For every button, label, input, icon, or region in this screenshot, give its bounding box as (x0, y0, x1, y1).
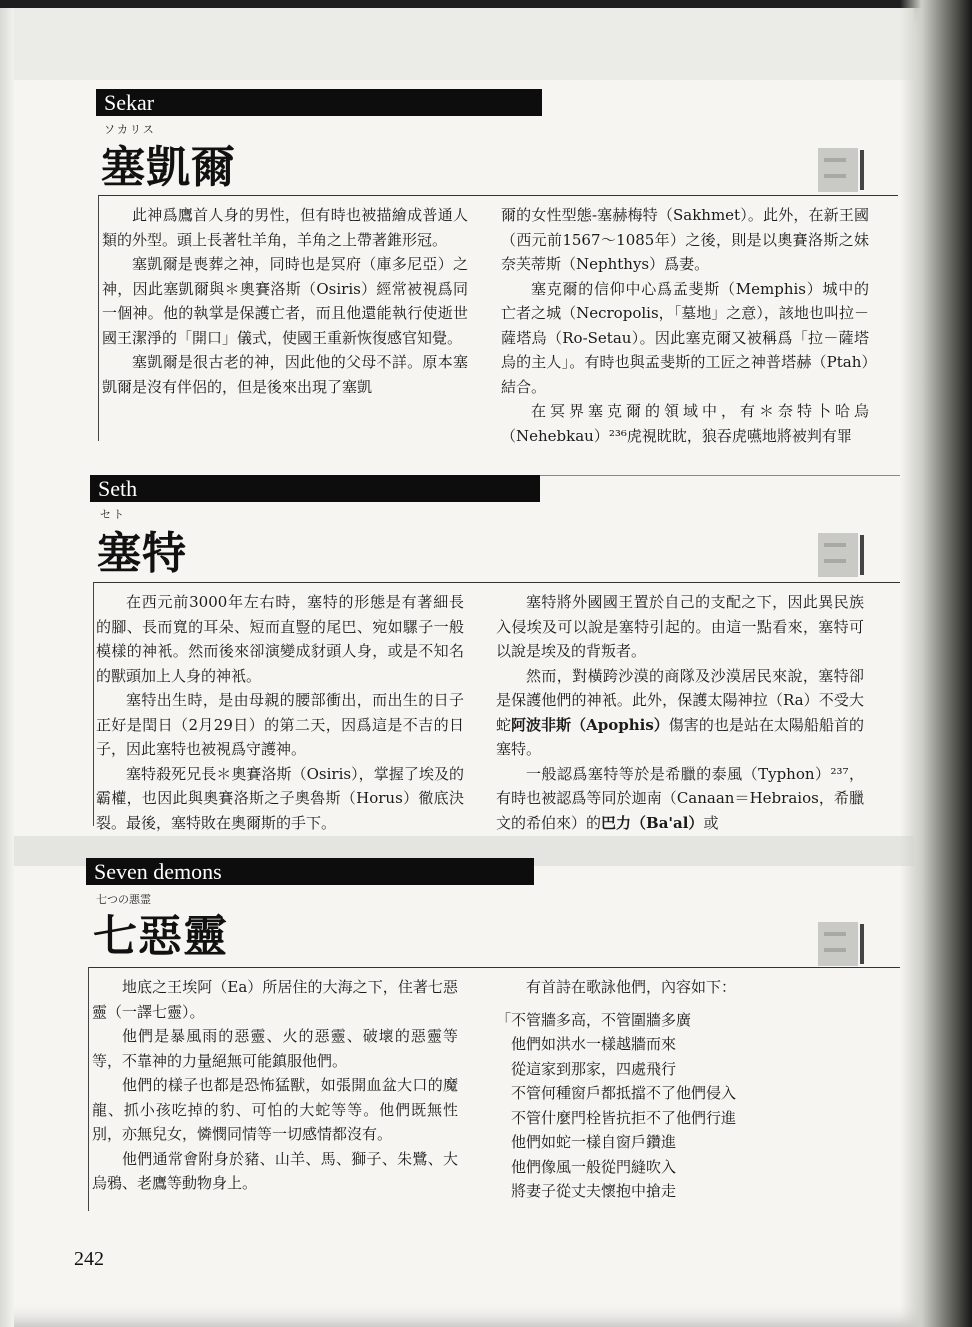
poem-line: 從這家到那家，四處飛行 (511, 1059, 677, 1078)
text-run: 一般認爲塞特等於是希臘的泰風（Typhon）²³⁷，有時也被認爲等同於迦南（Canaan＝Hebraios，希臘文的希伯來）的 (496, 764, 864, 832)
poem-line: 他們像風一般從門縫吹入 (511, 1157, 677, 1176)
paragraph: 在冥界塞克爾的領域中，有＊奈特卜哈烏（Nehebkau）²³⁶虎視眈眈，狼吞虎嚥地將被判有罪 (501, 402, 869, 445)
entry-right-column (501, 203, 869, 448)
page-binding-edge (900, 0, 972, 1327)
paragraph: 塞克爾的信仰中心爲孟斐斯（Memphis）城中的亡者之城（Necropolis，「墓地」之意），該地也叫拉－薩塔烏（Ro-Setau）。因此塞克爾又被稱爲「拉－薩塔烏的主人」。有時也與孟斐斯的工匠之神普塔赫（Ptah）結合。 (501, 279, 869, 396)
entry-left-column (102, 203, 468, 399)
bleed-tab (818, 148, 858, 192)
paragraph: 塞凱爾是很古老的神，因此他的父母不詳。原本塞凱爾是沒有伴侶的，但是後來出現了塞凱 (102, 353, 468, 396)
title-rule (88, 967, 900, 968)
text-run: 或 (703, 813, 719, 832)
column-rule (88, 967, 89, 1211)
page-left-margin (0, 8, 14, 1327)
bold-term: 阿波非斯（Apophis） (511, 715, 669, 734)
paragraph: 在西元前3000年左右時，塞特的形態是有著細長的腳、長而寬的耳朵、短而直豎的尾巴、宛如騾子一般模樣的神衹。然而後來卻演變成豺頭人身，或是不知名的獸頭加上人身的神衹。 (96, 593, 464, 685)
entry-kana: 七つの悪霊 (96, 893, 151, 906)
paragraph: 他們是暴風雨的惡靈、火的惡靈、破壞的惡靈等等，不靠神的力量絕無可能鎮服他們。 (92, 1027, 458, 1070)
entry-english-title: Sekar (96, 89, 542, 116)
paragraph (496, 664, 864, 762)
bleed-mark (860, 535, 864, 575)
paragraph: 地底之王埃阿（Ea）所居住的大海之下，住著七惡靈（一譯七靈）。 (92, 978, 458, 1021)
poem-line: 他們如蛇一樣自窗戶鑽進 (511, 1133, 677, 1151)
bleed-mark (860, 924, 864, 964)
paragraph: 此神爲鷹首人身的男性，但有時也被描繪成普通人類的外型。頭上長著牡羊角，羊角之上帶著錐形冠。 (102, 206, 468, 249)
poem-line: 「不管牆多高，不管圍牆多廣 (496, 1010, 692, 1029)
title-rule (93, 582, 900, 583)
top-shade (14, 8, 914, 80)
poem-line: 他們如洪水一樣越牆而來 (511, 1035, 677, 1053)
text-run: 傷害的也是站在太陽船船首的塞特。 (496, 715, 864, 758)
entry-english-title: Seth (90, 475, 540, 502)
page-number: 242 (74, 1248, 104, 1270)
bold-term: 巴力（Ba'al） (601, 813, 704, 832)
entry-title: 塞凱爾 (101, 142, 236, 193)
paragraph: 塞特將外國國王置於自己的支配之下，因此異民族入侵埃及可以說是塞特引起的。由這一點看來，塞特可以說是埃及的背叛者。 (496, 593, 864, 660)
entry-left-column (92, 975, 458, 1196)
title-rule (98, 195, 898, 196)
entry-right-column (496, 975, 864, 1204)
bleed-tab (818, 533, 858, 577)
entry-kana: ソカリス (104, 123, 156, 136)
paragraph: 塞特出生時，是由母親的腰部衝出，而出生的日子正好是閏日（2月29日）的第二天，因爲這是不吉的日子，因此塞特也被視爲守護神。 (96, 691, 464, 758)
paragraph: 塞凱爾是喪葬之神，同時也是冥府（庫多尼亞）之神，因此塞凱爾與＊奧賽洛斯（Osiris）經常被視爲同一個神。他的執掌是保護亡者，而且他還能執行使逝世國王潔淨的「開口」儀式，使國王重新恢復感官知覺。 (102, 255, 468, 347)
entry-english-title: Seven demons (86, 858, 534, 885)
poem-line: 不管何種窗戶都抵擋不了他們侵入 (511, 1084, 737, 1102)
paragraph: 爾的女性型態-塞赫梅特（Sakhmet）。此外，在新王國（西元前1567～1085年）之後，則是以奧賽洛斯之妹奈芙蒂斯（Nephthys）爲妻。 (501, 206, 869, 273)
paragraph: 有首詩在歌詠他們，內容如下： (526, 978, 737, 996)
paragraph (496, 762, 864, 836)
entry-left-column (96, 590, 464, 835)
column-rule (98, 195, 99, 441)
text-run: 然而，對橫跨沙漠的商隊及沙漠居民來說，塞特卻是保護他們的神衹。此外，保護太陽神拉（Ra）不受大蛇 (496, 666, 864, 734)
paragraph: 塞特殺死兄長＊奧賽洛斯（Osiris），掌握了埃及的霸權，也因此與奧賽洛斯之子奧魯斯（Horus）徹底決裂。最後，塞特敗在奧爾斯的手下。 (96, 764, 464, 832)
paragraph: 他們通常會附身於豬、山羊、馬、獅子、朱鷺、大烏鴉、老鷹等動物身上。 (92, 1149, 458, 1192)
entry-kana: セト (100, 508, 126, 521)
column-rule (93, 582, 94, 826)
bleed-mark (860, 150, 864, 190)
entry-right-column (496, 590, 864, 835)
entry-title: 塞特 (97, 528, 187, 579)
poem-line: 不管什麼門栓皆抗拒不了他們行進 (511, 1108, 737, 1127)
bleed-tab (818, 922, 858, 966)
poem-line: 將妻子從丈夫懷抱中搶走 (511, 1182, 677, 1200)
entry-title: 七惡靈 (93, 911, 228, 962)
paragraph: 他們的樣子也都是恐怖猛獸，如張開血盆大口的魔龍、抓小孩吃掉的豹、可怕的大蛇等等。他們既無性別，亦無兒女，憐憫同情等一切感情都沒有。 (92, 1076, 458, 1143)
